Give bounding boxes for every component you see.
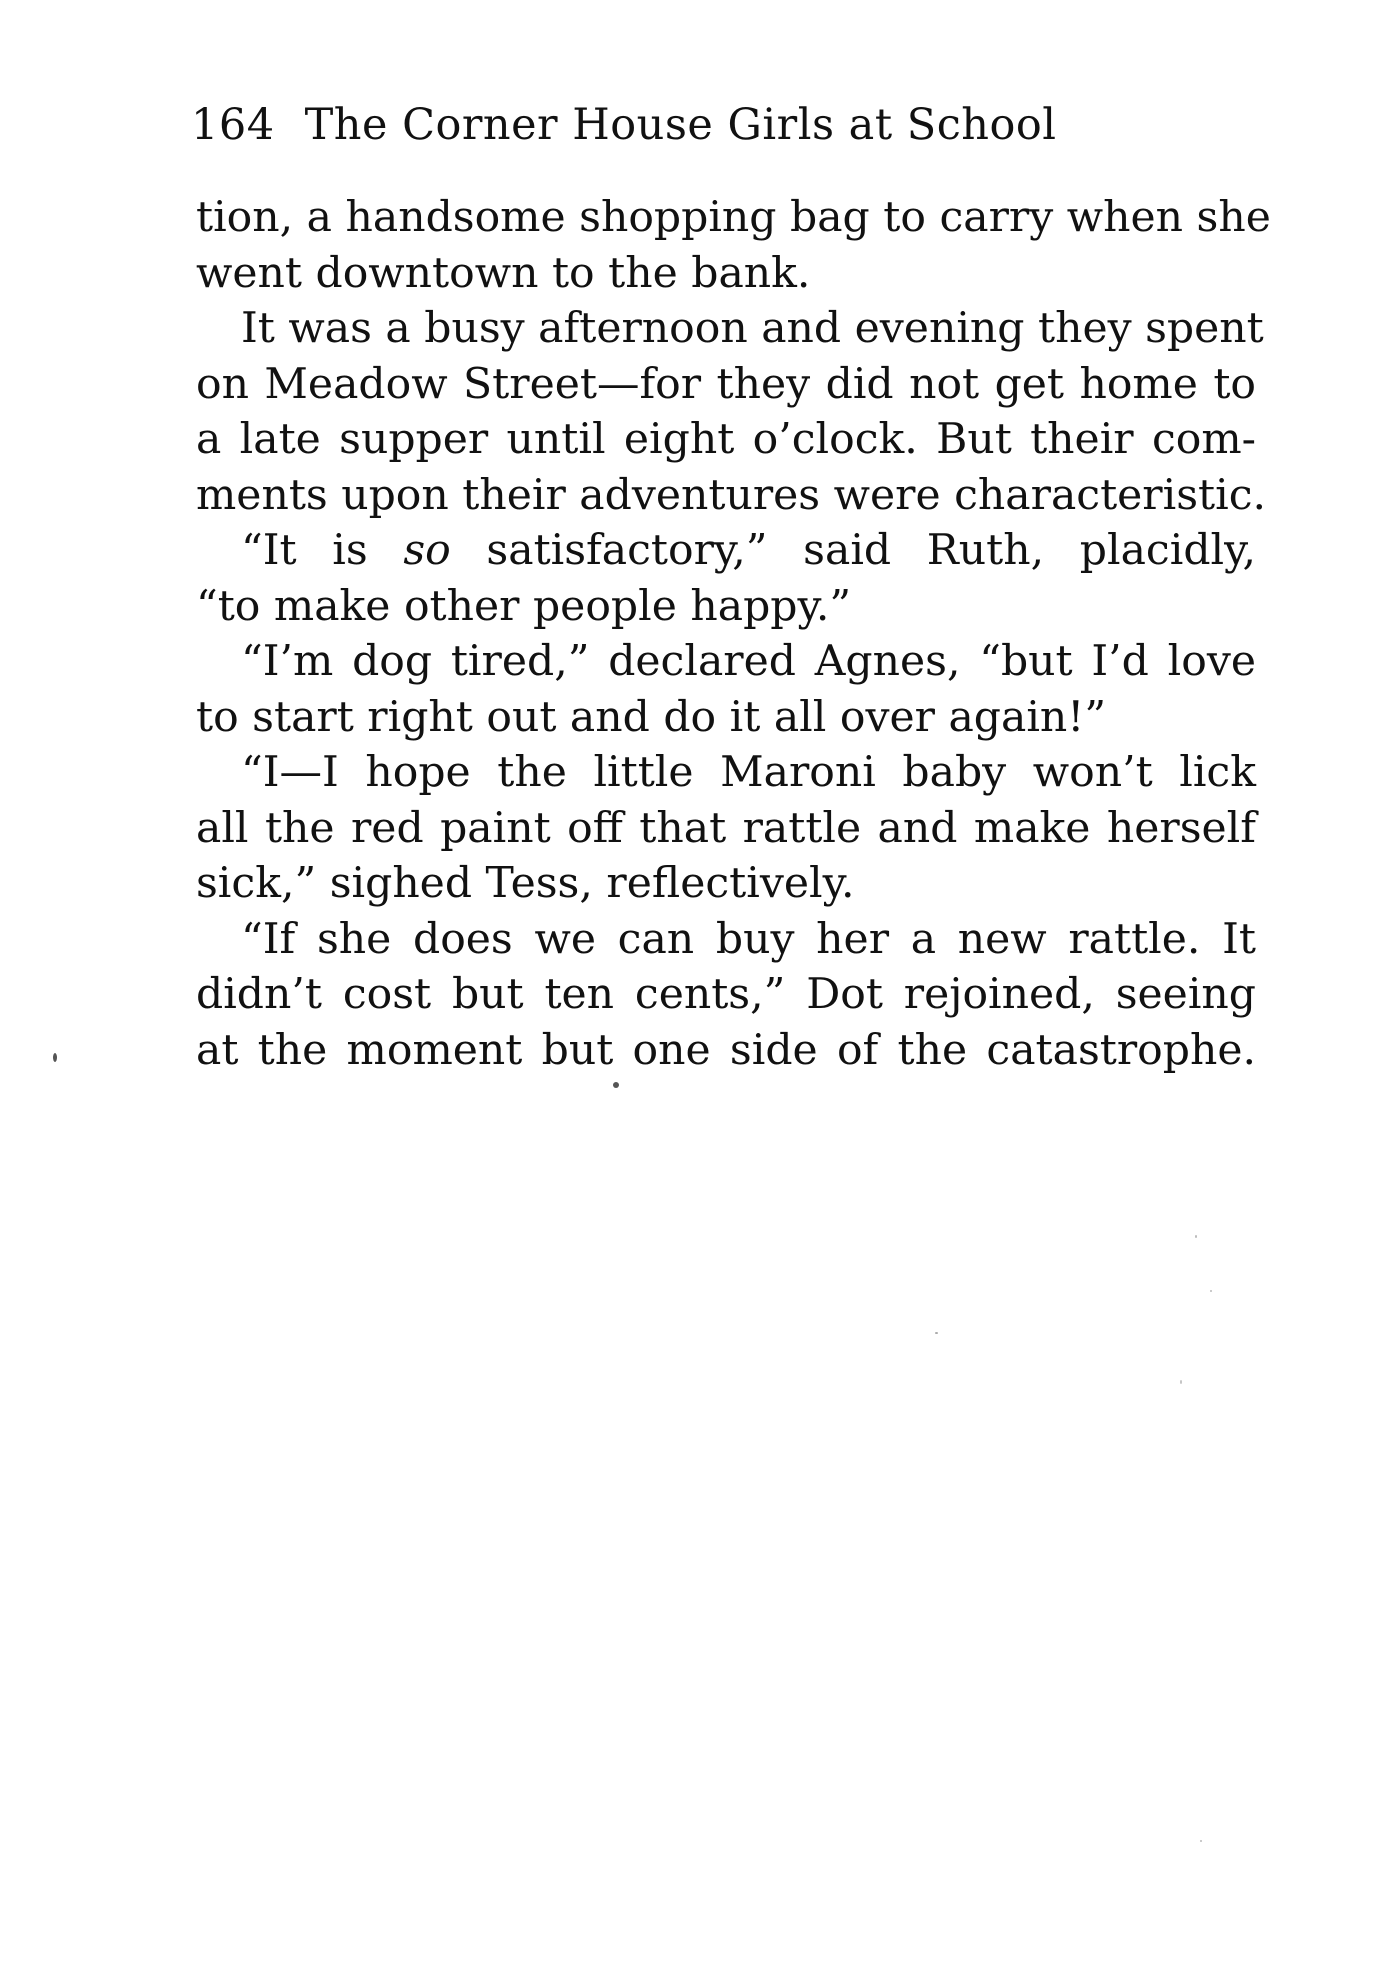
text-line: a late supper until eight o’clock. But their com-: [196, 415, 1256, 464]
print-speck: [1195, 1235, 1197, 1238]
text-line: “If she does we can buy her a new rattle. It: [241, 914, 1256, 964]
text-line: sick,” sighed Tess, reflectively.: [196, 859, 855, 908]
print-speck: [613, 1082, 619, 1088]
emphasis: so: [403, 526, 451, 575]
text-line: didn’t cost but ten cents,” Dot rejoined, seeing: [196, 970, 1256, 1019]
text-line: on Meadow Street—for they did not get home to: [196, 359, 1256, 409]
text-line: [196, 523, 1256, 579]
body-text: [196, 190, 1271, 1078]
running-head: [191, 100, 1191, 150]
text-fragment: satisfactory,” said Ruth, placidly,: [450, 526, 1256, 575]
text-line: It was a busy afternoon and evening they spent: [241, 304, 1264, 353]
text-line: at the moment but one side of the catastrophe.: [196, 1025, 1256, 1075]
text-line: all the red paint off that rattle and make herself: [196, 803, 1256, 853]
book-title: The Corner House Girls at School: [304, 100, 1057, 150]
print-speck: [1200, 1840, 1202, 1842]
text-line: “I’m dog tired,” declared Agnes, “but I’d love: [241, 637, 1256, 686]
print-speck: [935, 1332, 938, 1334]
text-fragment: “It is: [241, 526, 404, 575]
print-speck: [53, 1053, 57, 1062]
text-line: went downtown to the bank.: [196, 248, 811, 298]
text-line: “I—I hope the little Maroni baby won’t lick: [241, 748, 1256, 797]
text-line: ments upon their adventures were characteristic.: [196, 470, 1267, 520]
text-line: tion, a handsome shopping bag to carry when she: [196, 193, 1271, 242]
print-speck: [1210, 1290, 1212, 1292]
print-speck: [1180, 1380, 1182, 1384]
page-number: 164: [191, 100, 275, 150]
text-line: to start right out and do it all over again!”: [196, 692, 1107, 742]
text-line: “to make other people happy.”: [196, 581, 852, 631]
